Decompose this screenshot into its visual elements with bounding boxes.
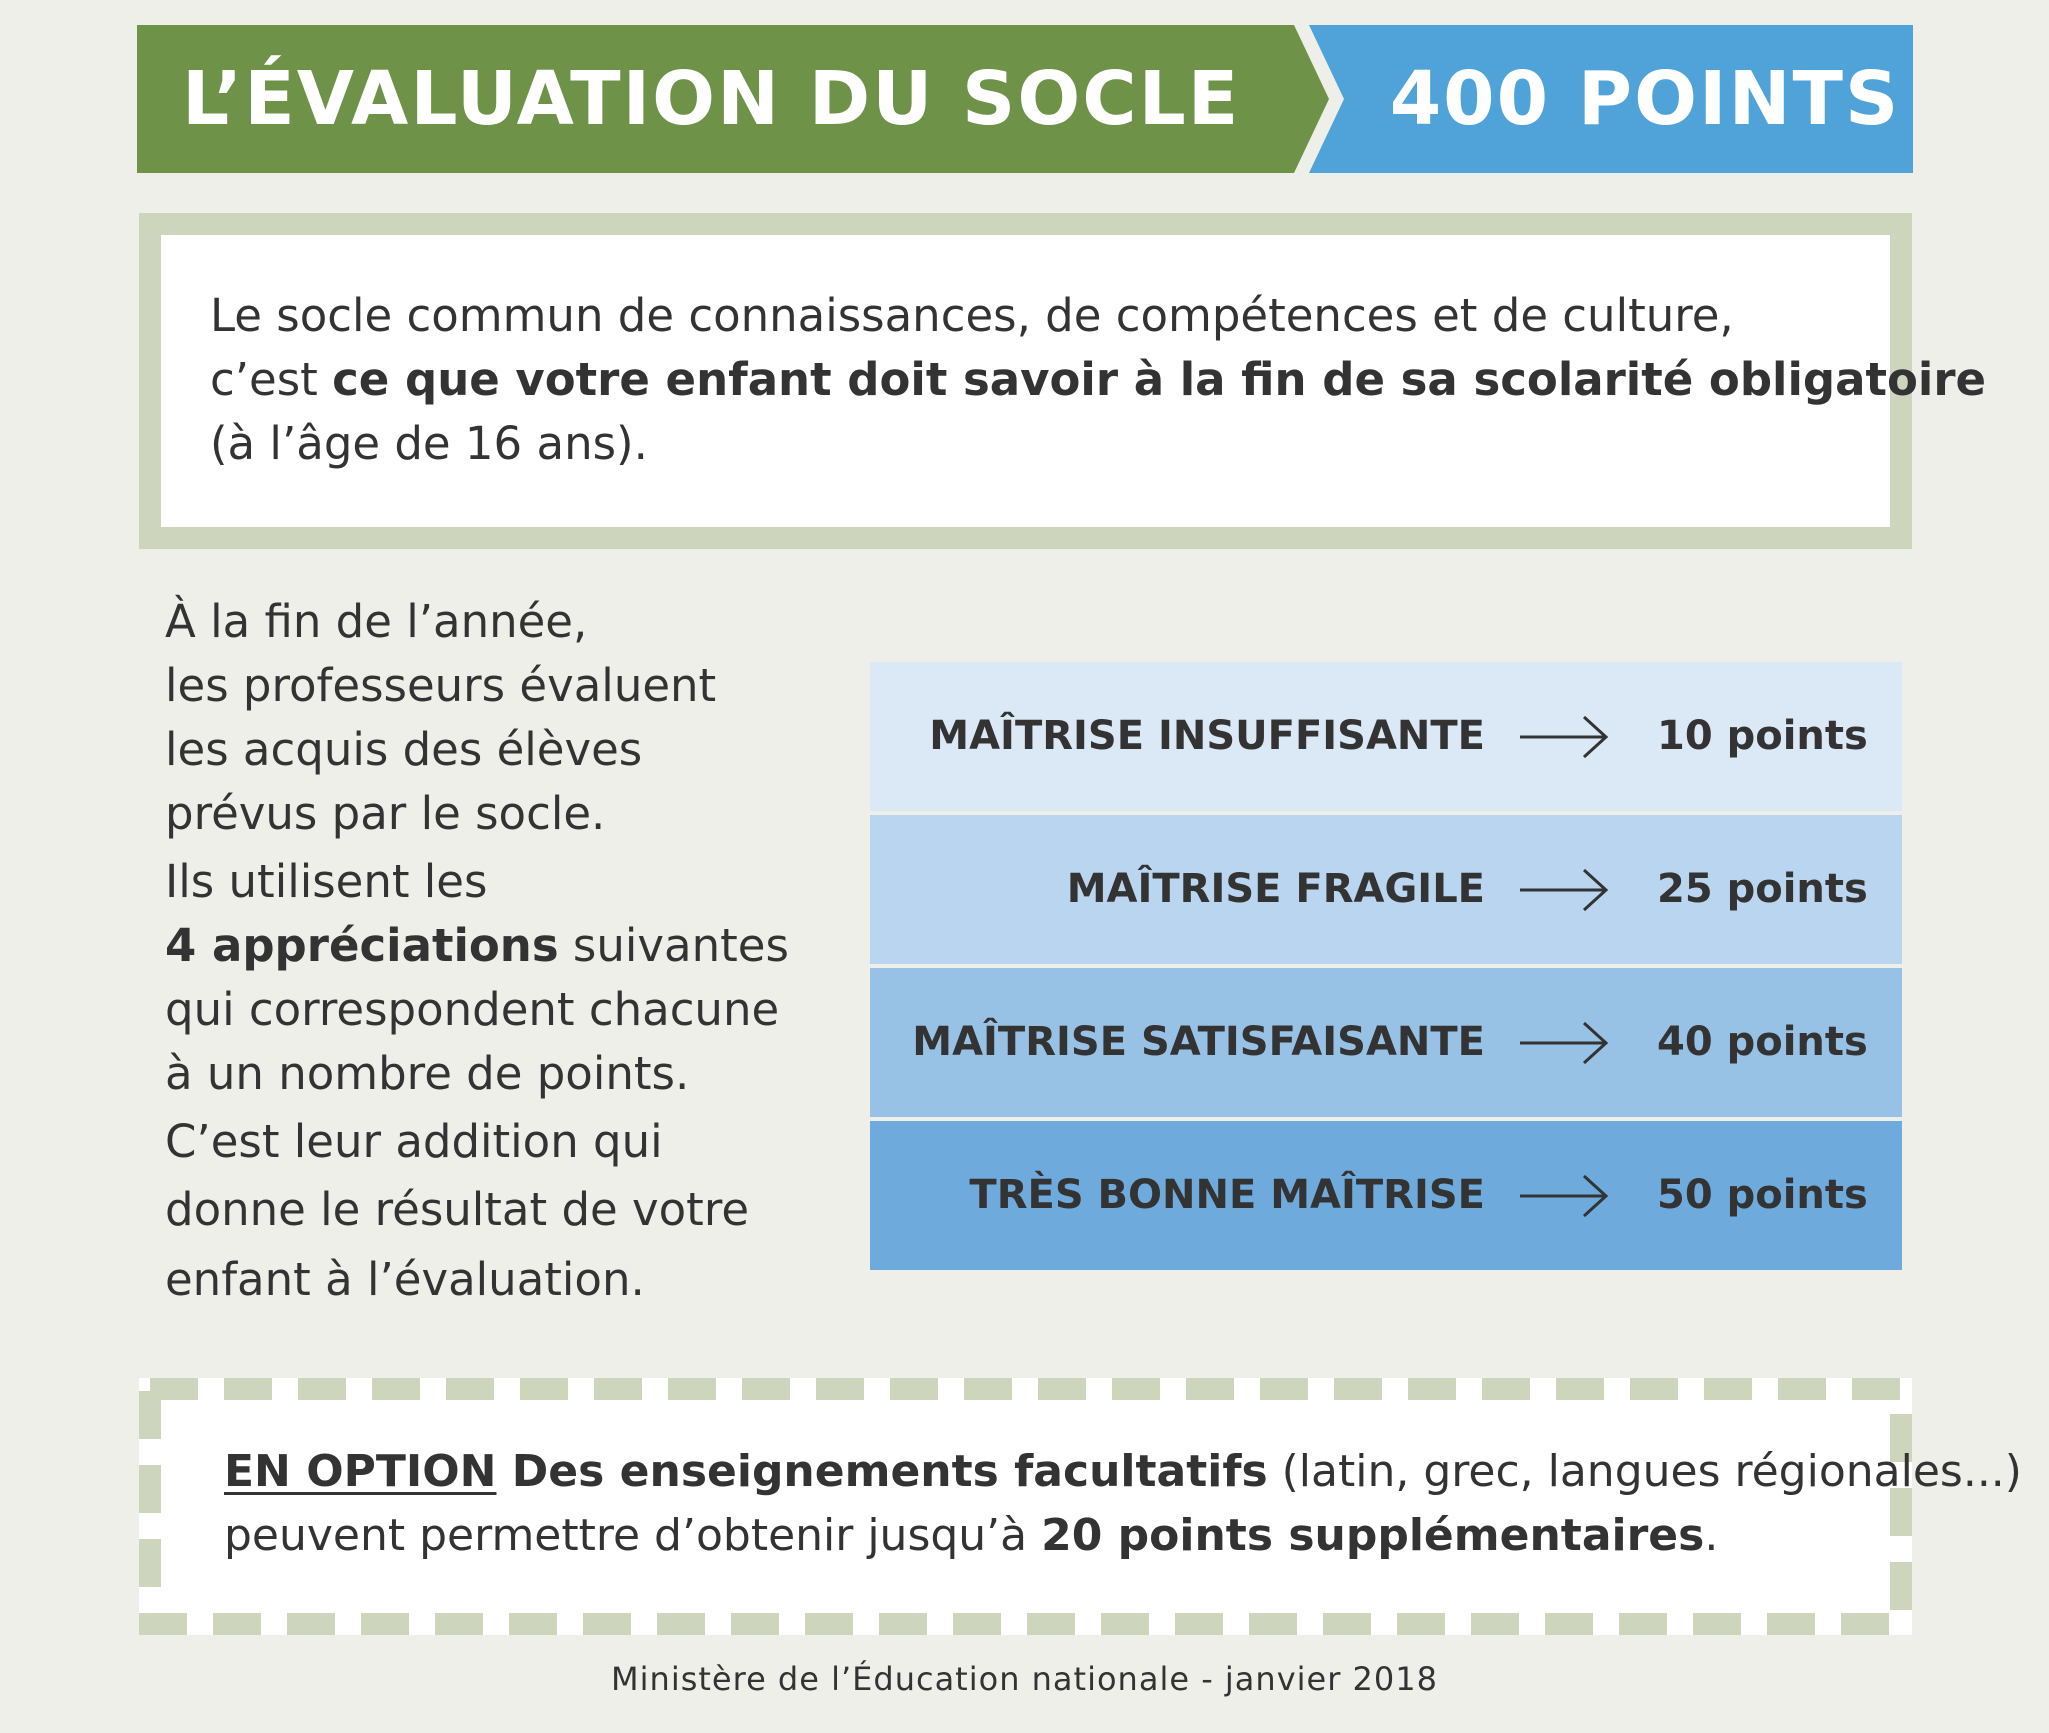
level-row-satisfying bbox=[870, 968, 1902, 1117]
description-line: les acquis des élèves bbox=[165, 723, 643, 776]
option-line-2-suffix: . bbox=[1704, 1510, 1719, 1561]
level-points: 50 points bbox=[1657, 1172, 1868, 1218]
footer-credit: Ministère de l’Éducation nationale - janvier 2018 bbox=[611, 1660, 1438, 1698]
description-line: qui correspondent chacune bbox=[165, 983, 780, 1036]
option-line-2 bbox=[224, 1504, 1884, 1568]
level-label: MAÎTRISE SATISFAISANTE bbox=[912, 1019, 1485, 1065]
option-line-2-bold: 20 points supplémentaires bbox=[1041, 1510, 1705, 1561]
level-points: 10 points bbox=[1657, 713, 1868, 759]
description-text bbox=[165, 590, 825, 1312]
level-label: TRÈS BONNE MAÎTRISE bbox=[969, 1172, 1485, 1218]
level-label: MAÎTRISE INSUFFISANTE bbox=[929, 713, 1485, 759]
option-rest: (latin, grec, langues régionales...) bbox=[1267, 1446, 2022, 1497]
option-text bbox=[224, 1440, 2022, 1568]
level-points: 40 points bbox=[1657, 1019, 1868, 1065]
description-line: donne le résultat de votre bbox=[165, 1183, 750, 1236]
description-line: À la fin de l’année, bbox=[165, 595, 588, 648]
description-line-bold bbox=[165, 914, 825, 978]
page-title: L’ÉVALUATION DU SOCLE bbox=[182, 56, 1241, 142]
intro-text bbox=[210, 284, 1987, 476]
intro-line-2 bbox=[210, 348, 1987, 412]
description-line: enfant à l’évaluation. bbox=[165, 1253, 645, 1306]
option-line-2-prefix: peuvent permettre d’obtenir jusqu’à bbox=[224, 1510, 1042, 1561]
level-row-insufficient bbox=[870, 662, 1902, 811]
option-line-1 bbox=[224, 1440, 2022, 1504]
option-tag: EN OPTION bbox=[224, 1446, 497, 1497]
description-bold: 4 appréciations bbox=[165, 919, 559, 972]
arrow-right-icon bbox=[1518, 1173, 1610, 1219]
description-line: C’est leur addition qui bbox=[165, 1115, 663, 1168]
arrow-right-icon bbox=[1518, 1020, 1610, 1066]
level-label: MAÎTRISE FRAGILE bbox=[1066, 866, 1485, 912]
option-bold: Des enseignements facultatifs bbox=[496, 1446, 1268, 1497]
intro-line-3: (à l’âge de 16 ans). bbox=[210, 417, 648, 470]
description-line: à un nombre de points. bbox=[165, 1047, 690, 1100]
description-line: les professeurs évaluent bbox=[165, 659, 717, 712]
intro-line-2-prefix: c’est bbox=[210, 353, 333, 406]
level-points: 25 points bbox=[1657, 866, 1868, 912]
arrow-right-icon bbox=[1518, 714, 1610, 760]
level-row-fragile bbox=[870, 815, 1902, 964]
total-points: 400 POINTS bbox=[1389, 56, 1901, 142]
description-line: prévus par le socle. bbox=[165, 787, 606, 840]
level-row-very-good bbox=[870, 1121, 1902, 1270]
description-line: Ils utilisent les bbox=[165, 855, 488, 908]
description-bold-suffix: suivantes bbox=[558, 919, 789, 972]
arrow-right-icon bbox=[1518, 867, 1610, 913]
levels-table bbox=[870, 662, 1902, 1274]
header-banner bbox=[137, 25, 1913, 173]
intro-line-2-bold: ce que votre enfant doit savoir à la fin de sa scolarité obligatoire bbox=[332, 353, 1987, 406]
intro-line-1: Le socle commun de connaissances, de compétences et de culture, bbox=[210, 289, 1734, 342]
